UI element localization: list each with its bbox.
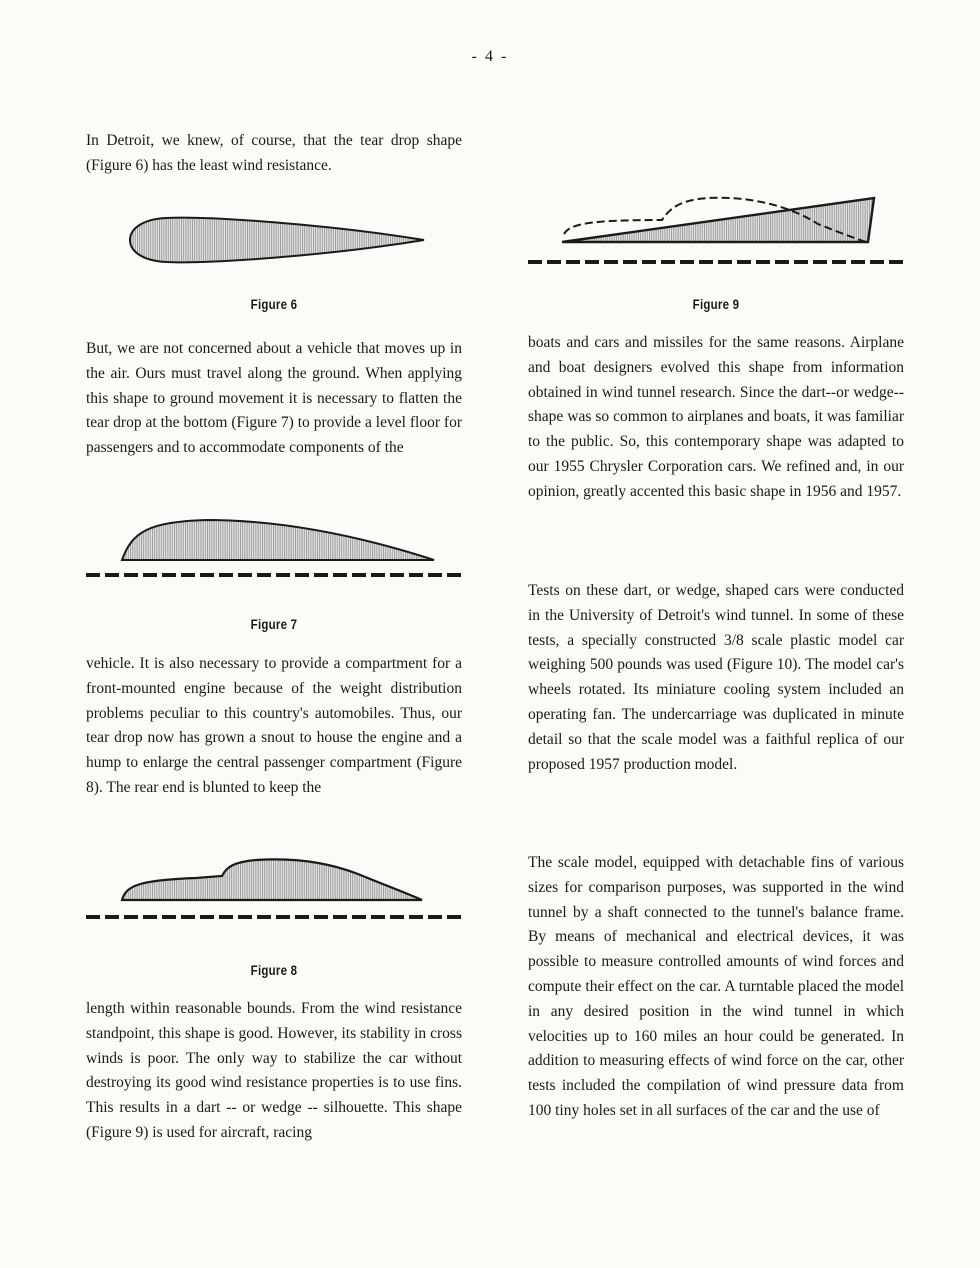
left-column xyxy=(86,0,462,1268)
flatten-paragraph: But, we are not concerned about a vehicle that moves up in the air. Ours must travel along the ground. When applying this shape to ground movement it is necessary to flatten the tear drop at the bottom (Figure 7) to provide a level floor for passengers and to accommodate components of the xyxy=(86,340,462,457)
wind-tunnel-tests-paragraph: Tests on these dart, or wedge, shaped cars were conducted in the University of Detroit's wind tunnel. In some of these tests, a specially constructed 3/8 scale plastic model car weighing 500 pounds was used (Figure 10). The model car's wheels rotated. Its miniature cooling system included an operating fan. The undercarriage was duplicated in minute detail so that the scale model was a faithful replica of our proposed 1957 production model. xyxy=(528,582,904,773)
fins-paragraph: length within reasonable bounds. From the wind resistance standpoint, this shape is good. However, its stability in cross winds is poor. The only way to stabilize the car without destroying its good wind resistance properties is to use fins. This results in a dart -- or wedge -- silhouette. This shape (Figure 9) is used for aircraft, racing xyxy=(86,1000,462,1141)
scale-model-paragraph: The scale model, equipped with detachable fins of various sizes for comparison purposes, was supported in the wind tunnel by a shaft connected to the tunnel's balance frame. By means of mechanical and electrical devices, it was possible to measure controlled amounts of wind forces and compute their effect on the car. A turntable placed the model in any desired position in the wind tunnel in which velocities up to 160 miles an hour could be generated. In addition to measuring effects of wind force on the car, other tests included the compilation of wind pressure data from 100 tiny holes set in all surfaces of the car and the use of xyxy=(528,854,904,1119)
snout-hump-paragraph: vehicle. It is also necessary to provide a compartment for a front-mounted engine because of the weight distribution problems peculiar to this country's automobiles. Thus, our tear drop now has grown a snout to house the engine and a hump to enlarge the central passenger compartment (Figure 8). The rear end is blunted to keep the xyxy=(86,655,462,796)
page-number: - 4 - xyxy=(471,48,509,65)
dart-shape-paragraph: boats and cars and missiles for the same reasons. Airplane and boat designers evolved this shape from information obtained in wind tunnel research. Since the dart--or wedge--shape was so common to airplanes and boats, it was familiar to the public. So, this contemporary shape was adapted to our 1955 Chrysler Corporation cars. We refined and, in our opinion, greatly accented this basic shape in 1956 and 1957. xyxy=(528,334,904,500)
figure-9-caption: Figure 9 xyxy=(692,296,740,312)
intro-paragraph: In Detroit, we knew, of course, that the tear drop shape (Figure 6) has the least wind resistance. xyxy=(86,132,462,174)
figure-6-caption: Figure 6 xyxy=(250,296,298,312)
figure-7-flattened-teardrop-diagram xyxy=(86,512,466,582)
figure-7-caption: Figure 7 xyxy=(250,616,298,632)
figure-8-snout-hump-diagram xyxy=(86,852,466,922)
right-column xyxy=(528,0,904,1268)
figure-8-caption: Figure 8 xyxy=(250,962,298,978)
figure-6-teardrop-diagram xyxy=(126,212,426,268)
figure-9-wedge-diagram xyxy=(528,190,906,268)
